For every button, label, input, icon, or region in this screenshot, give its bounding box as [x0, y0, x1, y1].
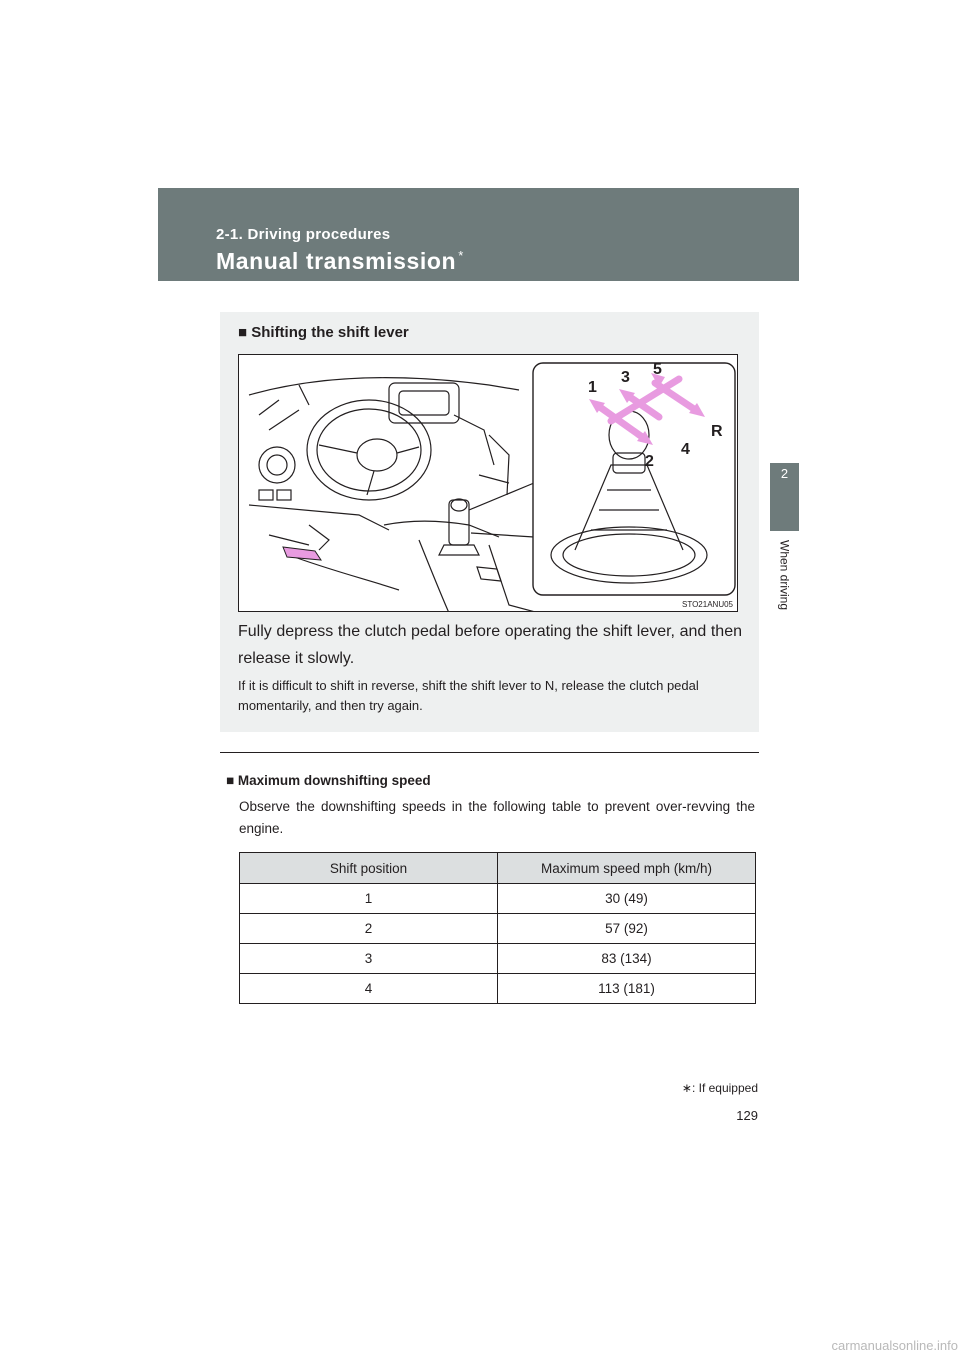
chapter-number: 2	[780, 466, 789, 481]
figure-code: STO21ANU05	[682, 600, 733, 609]
page-title-text: Manual transmission	[216, 248, 457, 274]
chapter-tab[interactable]	[770, 463, 799, 531]
cell-position: 1	[240, 884, 498, 914]
section-divider	[220, 752, 759, 753]
gear-label-4: 4	[681, 441, 690, 458]
reverse-note: If it is difficult to shift in reverse, shift the shift lever to N, release the clutch pedal momentarily, and then try again.	[238, 678, 699, 713]
cockpit-drawing	[239, 355, 738, 612]
shifting-info-box	[220, 312, 759, 732]
section-label: 2-1. Driving procedures	[216, 226, 391, 243]
page-title	[216, 248, 464, 275]
col-shift-position: Shift position	[240, 853, 498, 884]
page-number: 129	[736, 1108, 758, 1123]
gear-label-r: R	[711, 423, 723, 440]
shifting-instruction: Fully depress the clutch pedal before operating the shift lever, and then release it slowly.	[238, 623, 742, 667]
equipped-mark: *	[458, 248, 464, 263]
table-header-row	[240, 853, 756, 884]
table-row	[240, 944, 756, 974]
shift-lever-illustration	[238, 354, 738, 612]
gear-label-2: 2	[645, 453, 654, 470]
page-header	[158, 188, 799, 281]
cell-position: 2	[240, 914, 498, 944]
shifting-heading: ■ Shifting the shift lever	[238, 324, 409, 341]
gear-label-5: 5	[653, 361, 662, 378]
table-row	[240, 884, 756, 914]
cell-speed: 30 (49)	[498, 884, 756, 914]
equipped-footnote: ∗: If equipped	[681, 1081, 758, 1095]
downshift-speed-table	[239, 852, 756, 1004]
chapter-tab-label: When driving	[777, 540, 792, 611]
gear-label-3: 3	[621, 369, 630, 386]
col-max-speed: Maximum speed mph (km/h)	[498, 853, 756, 884]
watermark-link[interactable]: carmanualsonline.info	[831, 1338, 958, 1353]
cell-position: 4	[240, 974, 498, 1004]
table-row	[240, 974, 756, 1004]
table-row	[240, 914, 756, 944]
cell-position: 3	[240, 944, 498, 974]
cell-speed: 113 (181)	[498, 974, 756, 1004]
downshift-description: Observe the downshifting speeds in the following table to prevent over-revving the engine.	[239, 799, 755, 836]
cell-speed: 57 (92)	[498, 914, 756, 944]
cell-speed: 83 (134)	[498, 944, 756, 974]
gear-label-1: 1	[588, 379, 597, 396]
downshift-heading: ■ Maximum downshifting speed	[226, 773, 431, 788]
